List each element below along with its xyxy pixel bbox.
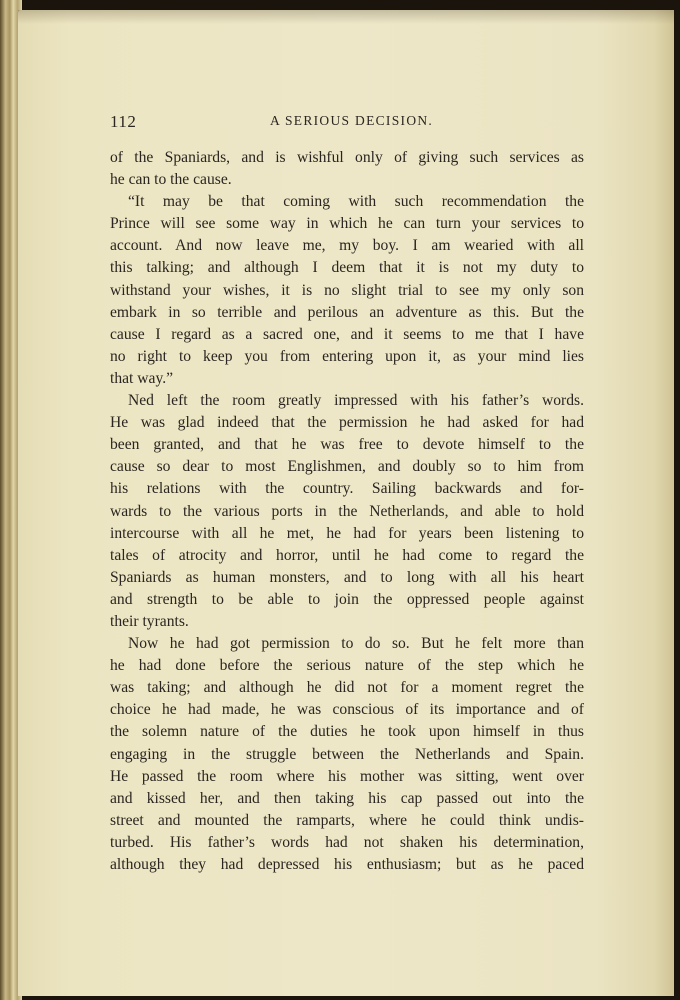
page-number: 112 [110,112,137,131]
running-head: A SERIOUS DECISION. [270,113,434,128]
text-line: was taking; and although he did not for a moment regret the [110,679,584,697]
page-header [110,104,592,134]
text-line: Now he had got permission to do so. But he felt more than [128,635,584,653]
text-line: their tyrants. [110,612,189,630]
text-line: he had done before the serious nature of the step which he [110,657,584,675]
text-line: wards to the various ports in the Netherlands, and able to hold [110,502,584,520]
text-line: although they had depressed his enthusiasm; but as he paced [110,856,584,873]
text-line: He was glad indeed that the permission he had asked for had [110,414,584,432]
text-line: turbed. His father’s words had not shaken his determination, [110,833,584,851]
text-line: Ned left the room greatly impressed with his father’s words. [128,392,584,410]
text-line: no right to keep you from entering upon it, as your mind lies [110,347,584,365]
text-line: withstand your wishes, it is no slight trial to see my only son [110,281,584,299]
text-line: and strength to be able to join the oppressed people against [110,590,584,608]
text-line: account. And now leave me, my boy. I am wearied with all [110,237,584,255]
page-top-shadow [18,10,674,24]
text-line: He passed the room where his mother was sitting, went over [110,767,584,785]
text-line: this talking; and although I deem that it is not my duty to [110,259,584,277]
text-line: that way.” [110,369,174,387]
body-text [110,147,584,876]
text-line: cause so dear to most Englishmen, and doubly so to him from [110,458,584,476]
text-line: cause I regard as a sacred one, and it seems to me that I have [110,325,584,343]
text-line: “It may be that coming with such recommendation the [128,193,584,211]
text-line: tales of atrocity and horror, until he had come to regard the [110,546,584,564]
text-line: and kissed her, and then taking his cap passed out into the [110,789,584,807]
text-line: Prince will see some way in which he can turn your services to [110,215,584,233]
text-line: choice he had made, he was conscious of its importance and of [110,701,584,719]
text-line: been granted, and that he was free to devote himself to the [110,436,584,454]
text-line: his relations with the country. Sailing backwards and for- [110,480,584,498]
text-line: he can to the cause. [110,171,232,189]
text-line: embark in so terrible and perilous an adventure as this. But the [110,303,584,321]
text-line: of the Spaniards, and is wishful only of giving such services as [110,149,584,166]
text-line: the solemn nature of the duties he took upon himself in thus [110,723,584,741]
text-line: engaging in the struggle between the Netherlands and Spain. [110,745,584,763]
text-line: street and mounted the ramparts, where he could think undis- [110,811,584,829]
text-line: intercourse with all he met, he had for years been listening to [110,524,584,542]
text-line: Spaniards as human monsters, and to long with all his heart [110,568,584,586]
